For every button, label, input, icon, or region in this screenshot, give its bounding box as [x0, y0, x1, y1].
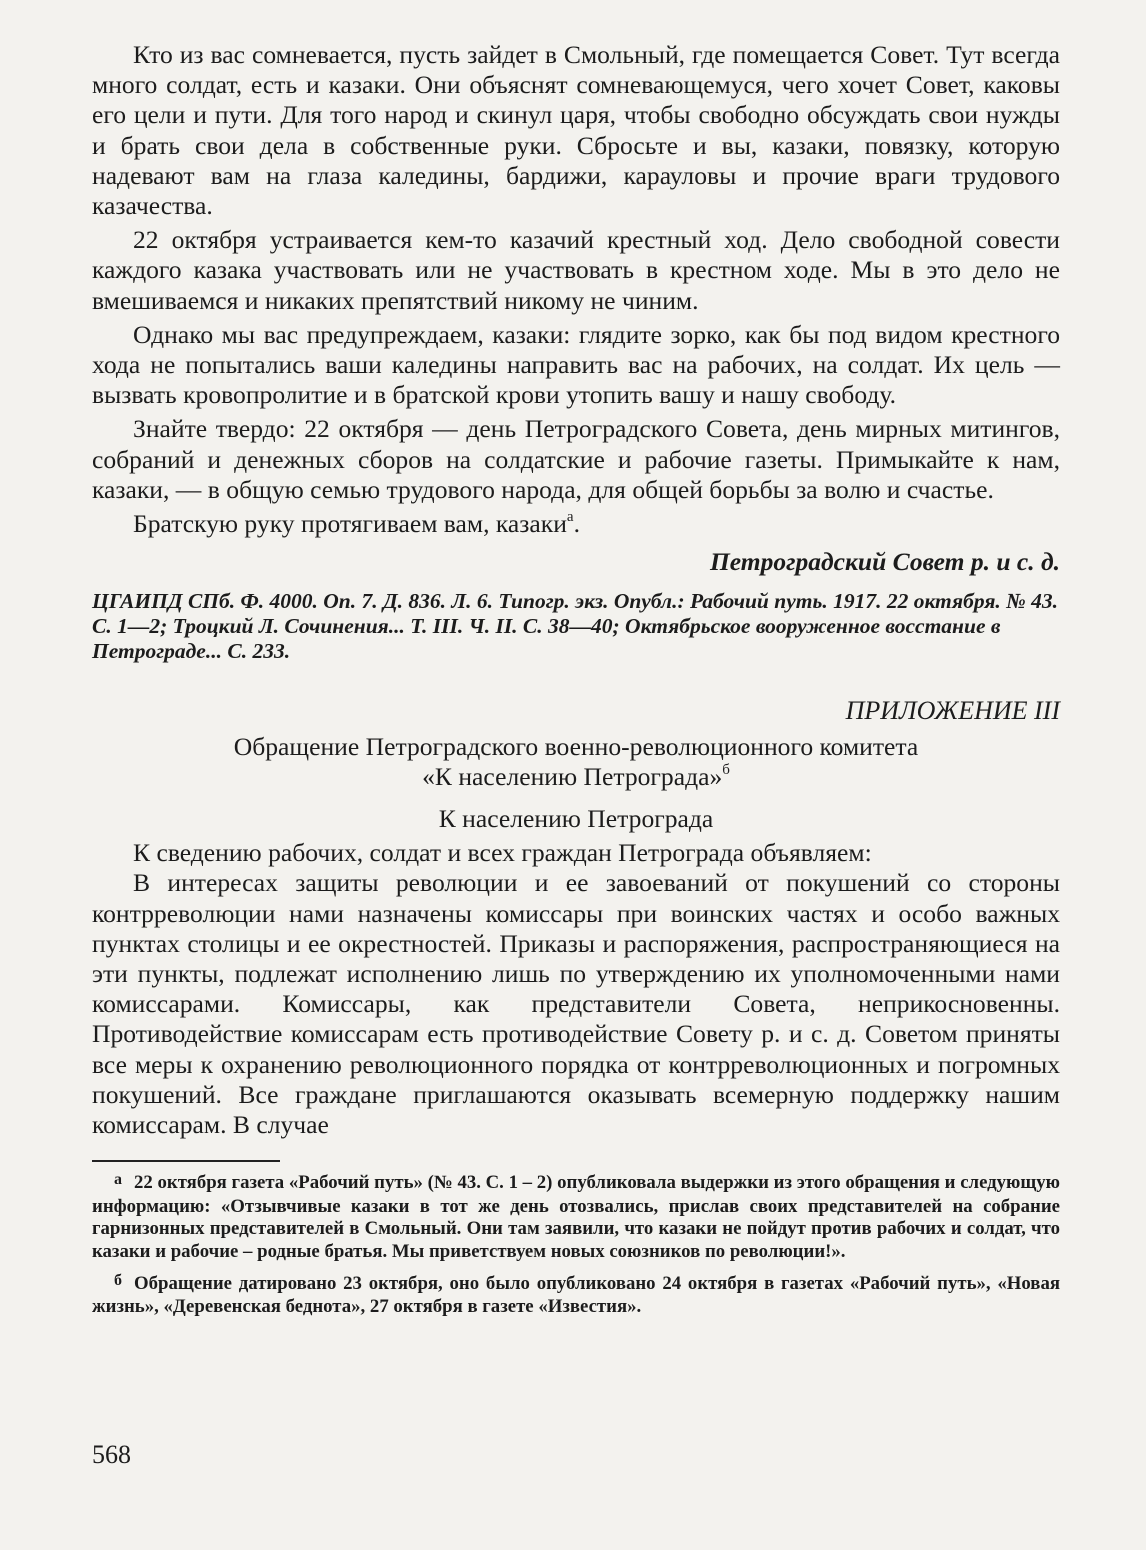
appendix-subheading: К населению Петрограда: [438, 804, 714, 834]
appendix-paragraph-2: В интересах защиты революции и ее завоеваний от покушений со стороны контрреволюции нами назначены комиссары при воинских частях и особо важных пунктах столицы и ее окрестностей. Приказы и распоряжения, распространяющиеся на эти пункты, подлежат исполнению лишь по утверждению их уполномоченными нами комиссарами. Комиссары, как представители Совета, неприкосновенны. Противодействие комиссарам есть противодействие Совету р. и с. д. Советом приняты все меры к охранению революционного порядка от контрреволюционных и погромных покушений. Все граждане приглашаются оказывать всемерную поддержку нашим комиссарам. В случае: [92, 868, 1060, 1140]
paragraph-1: Кто из вас сомневается, пусть зайдет в Смольный, где помещается Совет. Тут всегда много солдат, есть и казаки. Они объяснят сомневающемуся, чего хочет Совет, каковы его цели и пути. Для того народ и скинул царя, чтобы свободно обсуждать свои нужды и брать свои дела в собственные руки. Сбросьте и вы, казаки, повязку, которую надевают вам на глаза каледины, бардижи, карауловы и прочие враги трудового казачества.: [92, 40, 1060, 221]
appendix-heading: [92, 732, 1060, 792]
paragraph-5-text: Братскую руку протягиваем вам, казаки: [133, 509, 567, 539]
footnote-a: [92, 1172, 1060, 1263]
footnote-a-mark: а: [114, 1171, 122, 1189]
footnote-b: [92, 1273, 1060, 1319]
paragraph-2: 22 октября устраивается кем-то казачий крестный ход. Дело свободной совести каждого казака участвовать или не участвовать в крестном ходе. Мы в это дело не вмешиваемся и никаких препятствий никому не чиним.: [92, 225, 1060, 315]
signature: Петроградский Совет р. и с. д.: [709, 547, 1060, 577]
appendix-heading-line1: Обращение Петроградского военно-революционного комитета: [233, 732, 919, 762]
footnote-b-mark: б: [114, 1271, 122, 1289]
archive-reference: ЦГАИПД СПб. Ф. 4000. Оп. 7. Д. 836. Л. 6. Типогр. экз. Опубл.: Рабочий путь. 1917. 22 октября. № 43. С. 1—2; Троцкий Л. Сочинения... Т. III. Ч. II. С. 38—40; Октябрьское вооруженное восстание в Петрограде... С. 233.: [92, 589, 1059, 664]
footnote-ref-a: а: [566, 508, 574, 525]
paragraph-4: Знайте твердо: 22 октября — день Петроградского Совета, день мирных митингов, собраний и денежных сборов на солдатские и рабочие газеты. Примыкайте к нам, казаки, — в общую семью трудового народа, для общей борьбы за волю и счастье.: [92, 414, 1060, 504]
footnote-a-text: 22 октября газета «Рабочий путь» (№ 43. С. 1 – 2) опубликовала выдержки из этого обращения и следующую информацию: «Отзывчивые казаки в тот же день отозвались, прислав своих представителей на собрание гарнизонных представителей в Смольный. Они там заявили, что казаки не пойдут против рабочих и солдат, что казаки и рабочие – родные братья. Мы приветствуем новых союзников по революции!».: [92, 1172, 1060, 1262]
footnote-divider: [92, 1160, 280, 1162]
footnote-b-text: Обращение датировано 23 октября, оно было опубликовано 24 октября в газетах «Рабочий путь», «Новая жизнь», «Деревенская беднота», 27 октября в газете «Известия».: [92, 1272, 1060, 1318]
page-content: [92, 40, 1060, 1319]
page-number: 568: [92, 1440, 131, 1469]
paragraph-3: Однако мы вас предупреждаем, казаки: глядите зорко, как бы под видом крестного хода не попытались ваши каледины направить вас на рабочих, на солдат. Их цель — вызвать кровопролитие и в братской крови утопить вашу и нашу свободу.: [92, 319, 1060, 410]
appendix-paragraph-1: К сведению рабочих, солдат и всех граждан Петрограда объявляем:: [133, 838, 872, 868]
footnote-ref-b: б: [722, 761, 730, 778]
appendix-heading-line2: «К населению Петрограда»: [422, 762, 723, 792]
appendix-label: ПРИЛОЖЕНИЕ III: [845, 696, 1060, 726]
paragraph-5: Братскую руку протягиваем вам, казаки$^а$.: [133, 508, 580, 539]
